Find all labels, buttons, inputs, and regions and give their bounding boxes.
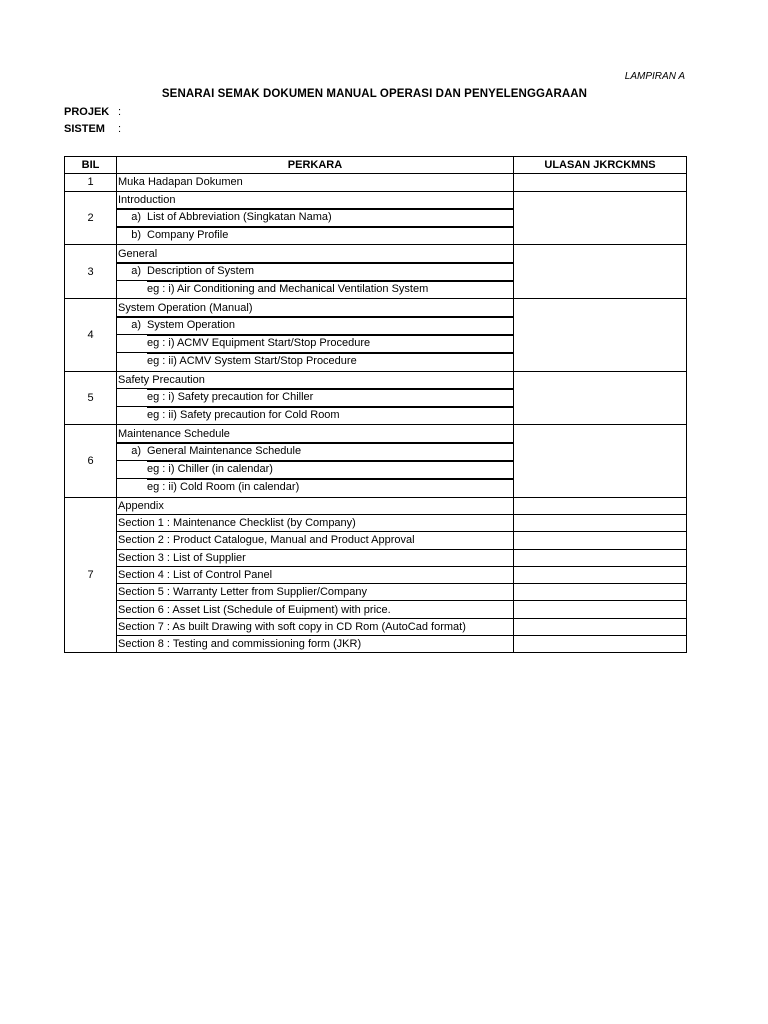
example-text: eg : ii) Cold Room (in calendar) — [147, 481, 300, 494]
header-perkara: PERKARA — [117, 157, 514, 174]
perkara-cell — [117, 388, 514, 406]
sub-marker: b) — [131, 229, 141, 242]
table-row — [65, 174, 687, 191]
perkara-cell — [117, 514, 514, 531]
table-row — [65, 425, 687, 442]
table-row — [65, 636, 687, 653]
sub-item-text: Company Profile — [147, 229, 229, 242]
ulasan-cell[interactable] — [514, 532, 687, 549]
ulasan-cell[interactable] — [514, 425, 687, 497]
perkara-cell — [117, 281, 514, 299]
perkara-text: Appendix — [118, 499, 164, 512]
projek-label: PROJEK — [64, 106, 110, 118]
sub-marker: a) — [131, 210, 141, 223]
bil-cell: 7 — [65, 497, 117, 653]
nested-line — [147, 335, 513, 352]
nested-line — [147, 389, 513, 406]
projek-field — [64, 106, 121, 118]
sub-item-text: List of Abbreviation (Singkatan Nama) — [147, 210, 332, 223]
perkara-cell — [117, 497, 514, 514]
perkara-cell — [117, 299, 514, 316]
bil-cell: 4 — [65, 299, 117, 371]
perkara-text: Section 1 : Maintenance Checklist (by Company) — [118, 517, 356, 530]
nested-line — [117, 443, 513, 460]
table-row — [65, 566, 687, 583]
perkara-text: Introduction — [118, 193, 176, 206]
sistem-colon: : — [118, 123, 122, 135]
perkara-cell — [117, 566, 514, 583]
bil-cell: 5 — [65, 371, 117, 425]
header-ulasan: ULASAN JKRCKMNS — [514, 157, 687, 174]
perkara-cell — [117, 601, 514, 618]
sub-item-text: General Maintenance Schedule — [147, 444, 302, 457]
ulasan-cell[interactable] — [514, 549, 687, 566]
perkara-text: Section 8 : Testing and commissioning form (JKR) — [118, 638, 362, 651]
nested-line — [117, 209, 513, 226]
nested-line — [147, 407, 513, 424]
ulasan-cell[interactable] — [514, 601, 687, 618]
bil-cell: 1 — [65, 174, 117, 191]
perkara-cell — [117, 174, 514, 191]
perkara-text: Section 7 : As built Drawing with soft copy in CD Rom (AutoCad format) — [118, 620, 466, 633]
ulasan-cell[interactable] — [514, 191, 687, 245]
perkara-cell — [117, 245, 514, 262]
checklist-table — [64, 156, 687, 653]
perkara-cell — [117, 532, 514, 549]
perkara-cell — [117, 618, 514, 635]
bil-cell: 3 — [65, 245, 117, 299]
perkara-cell — [117, 442, 514, 460]
table-row — [65, 497, 687, 514]
nested-line — [147, 461, 513, 478]
perkara-cell — [117, 191, 514, 208]
lampiran-label: LAMPIRAN A — [624, 71, 685, 82]
ulasan-cell[interactable] — [514, 636, 687, 653]
ulasan-cell[interactable] — [514, 245, 687, 299]
example-text: eg : i) ACMV Equipment Start/Stop Procedure — [147, 336, 371, 349]
perkara-cell — [117, 227, 514, 245]
perkara-cell — [117, 425, 514, 442]
ulasan-cell[interactable] — [514, 566, 687, 583]
perkara-text: Muka Hadapan Dokumen — [118, 176, 243, 189]
ulasan-cell[interactable] — [514, 497, 687, 514]
ulasan-cell[interactable] — [514, 584, 687, 601]
table-row — [65, 191, 687, 208]
example-text: eg : ii) Safety precaution for Cold Room — [147, 409, 340, 422]
nested-line — [117, 227, 513, 244]
table-row — [65, 601, 687, 618]
ulasan-cell[interactable] — [514, 514, 687, 531]
perkara-cell — [117, 371, 514, 388]
bil-cell: 6 — [65, 425, 117, 497]
sub-item-text: Description of System — [147, 264, 254, 277]
perkara-cell — [117, 479, 514, 497]
header-bil: BIL — [65, 157, 117, 174]
ulasan-cell[interactable] — [514, 299, 687, 371]
perkara-text: Section 6 : Asset List (Schedule of Euipment) with price. — [118, 603, 391, 616]
example-text: eg : ii) ACMV System Start/Stop Procedure — [147, 355, 357, 368]
ulasan-cell[interactable] — [514, 371, 687, 425]
perkara-text: Maintenance Schedule — [118, 427, 230, 440]
sistem-label: SISTEM — [64, 123, 105, 135]
table-row — [65, 514, 687, 531]
perkara-cell — [117, 353, 514, 371]
perkara-cell — [117, 316, 514, 334]
table-row — [65, 532, 687, 549]
perkara-text: System Operation (Manual) — [118, 301, 253, 314]
perkara-text: Section 5 : Warranty Letter from Supplier/Company — [118, 586, 368, 599]
table-row — [65, 584, 687, 601]
perkara-cell — [117, 334, 514, 352]
perkara-text: Section 4 : List of Control Panel — [118, 568, 273, 581]
ulasan-cell[interactable] — [514, 618, 687, 635]
example-text: eg : i) Safety precaution for Chiller — [147, 390, 314, 403]
ulasan-cell[interactable] — [514, 174, 687, 191]
perkara-cell — [117, 461, 514, 479]
nested-line — [117, 317, 513, 334]
nested-line — [147, 479, 513, 496]
perkara-cell — [117, 208, 514, 226]
perkara-text: Safety Precaution — [118, 373, 205, 386]
table-row — [65, 549, 687, 566]
example-text: eg : i) Air Conditioning and Mechanical Ventilation System — [147, 283, 429, 296]
perkara-cell — [117, 549, 514, 566]
perkara-cell — [117, 407, 514, 425]
table-row — [65, 299, 687, 316]
bil-cell: 2 — [65, 191, 117, 245]
perkara-text: General — [118, 247, 158, 260]
perkara-cell — [117, 584, 514, 601]
perkara-cell — [117, 262, 514, 280]
table-header-row — [65, 157, 687, 174]
table-row — [65, 371, 687, 388]
sistem-field — [64, 123, 121, 135]
sub-marker: a) — [131, 444, 141, 457]
perkara-text: Section 2 : Product Catalogue, Manual and Product Approval — [118, 534, 415, 547]
nested-line — [117, 263, 513, 280]
perkara-text: Section 3 : List of Supplier — [118, 551, 246, 564]
sub-marker: a) — [131, 264, 141, 277]
checklist-body — [65, 174, 687, 653]
sub-marker: a) — [131, 318, 141, 331]
table-row — [65, 618, 687, 635]
projek-colon: : — [118, 106, 122, 118]
example-text: eg : i) Chiller (in calendar) — [147, 463, 273, 476]
table-row — [65, 245, 687, 262]
document-title: SENARAI SEMAK DOKUMEN MANUAL OPERASI DAN PENYELENGGARAAN — [161, 88, 588, 100]
nested-line — [147, 281, 513, 298]
nested-line — [147, 353, 513, 370]
perkara-cell — [117, 636, 514, 653]
sub-item-text: System Operation — [147, 318, 236, 331]
